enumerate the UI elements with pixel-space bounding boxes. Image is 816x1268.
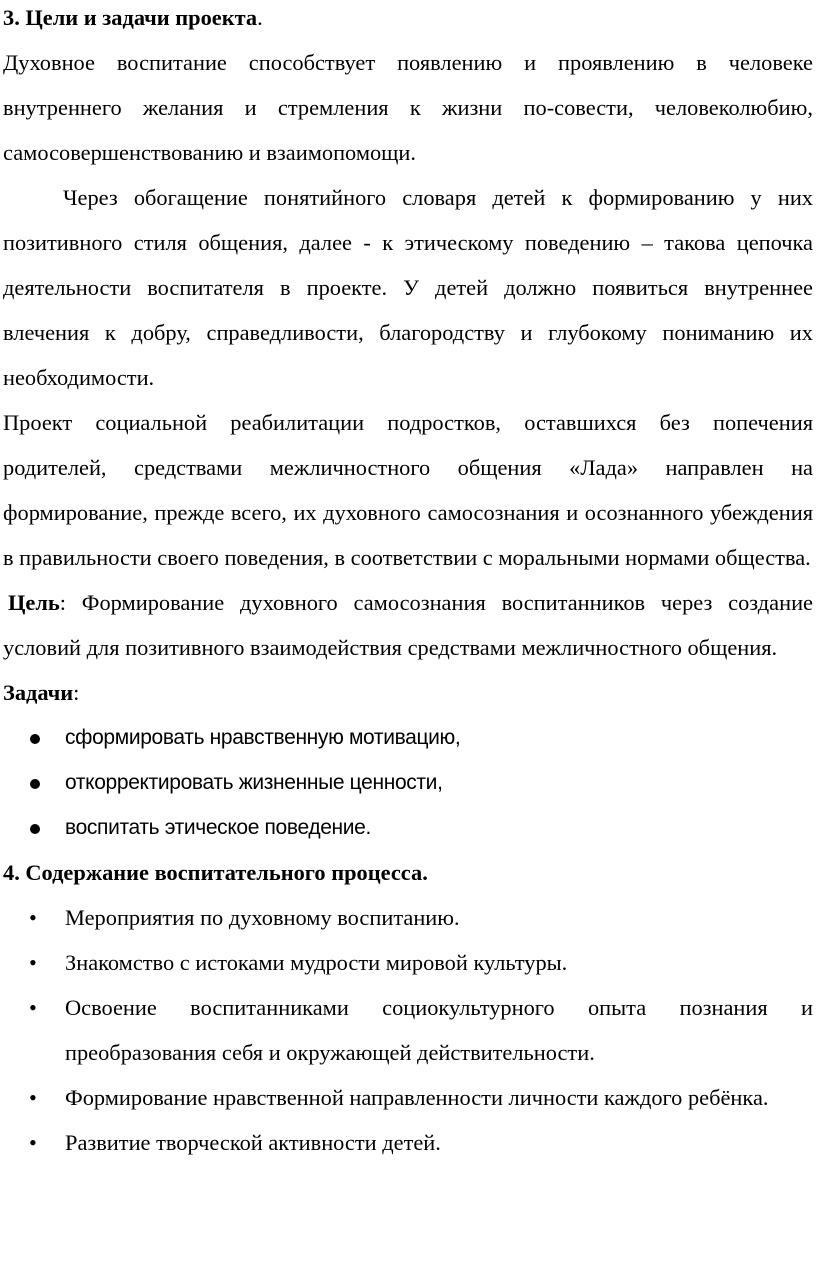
tasks-list [3,715,813,850]
section-4-heading: 4. Содержание воспитательного процесса. [3,860,428,885]
paragraph-vocabulary: Через обогащение понятийного словаря детей к формированию у них позитивного стиля общения, далее - к этическому поведению – такова цепочка деятельности воспитателя в проекте. У детей должно появиться внутреннее влечения к добру, справедливости, благородству и глубокому пониманию их необходимости. [3,185,813,390]
task-text: воспитать этическое поведение. [65,816,371,839]
task-text: откорректировать жизненные ценности, [65,771,443,794]
goal-text: : Формирование духовного самосознания воспитанников через создание условий для позитивного взаимодействия средствами межличностного общения. [3,590,813,660]
task-text: сформировать нравственную мотивацию, [65,726,461,749]
tasks-suffix: : [73,680,80,705]
paragraph-spiritual-education: Духовное воспитание способствует появлению и проявлению в человеке внутреннего желания и стремления к жизни по-совести, человеколюбию, самосовершенствованию и взаимопомощи. [3,50,813,165]
content-item-text: Мероприятия по духовному воспитанию. [65,905,460,930]
content-item-text: Развитие творческой активности детей. [65,1130,441,1155]
section-3-heading-text: 3. Цели и задачи проекта [3,5,258,30]
bullet-icon: • [29,1085,37,1110]
paragraph-project-lada: Проект социальной реабилитации подростков, оставшихся без попечения родителей, средствами межличностного общения «Лада» направлен на формирование, прежде всего, их духовного самосознания и осознанного убеждения в правильности своего поведения, в соответствии с моральными нормами общества. [3,410,813,570]
list-item [3,760,813,805]
list-item [3,715,813,760]
content-list [3,895,813,1165]
tasks-label: Задачи [3,680,74,705]
list-item [3,895,813,940]
list-item [3,1075,813,1120]
list-item [3,985,813,1075]
bullet-icon: • [29,905,37,930]
goal-paragraph [3,580,813,670]
goal-label: Цель [8,590,60,615]
list-item [3,1120,813,1165]
content-item-text: Знакомство с истоками мудрости мировой культуры. [65,950,568,975]
bullet-icon: • [29,1130,37,1155]
tasks-heading [3,670,813,715]
section-3-heading [3,0,813,40]
content-item-text: Формирование нравственной направленности личности каждого ребёнка. [65,1085,769,1110]
list-item [3,805,813,850]
bullet-icon: • [29,995,37,1020]
list-item [3,940,813,985]
section-3-heading-suffix: . [257,5,263,30]
content-item-text: Освоение воспитанниками социокультурного опыта познания и преобразования себя и окружающей действительности. [65,995,813,1065]
bullet-icon: • [29,950,37,975]
